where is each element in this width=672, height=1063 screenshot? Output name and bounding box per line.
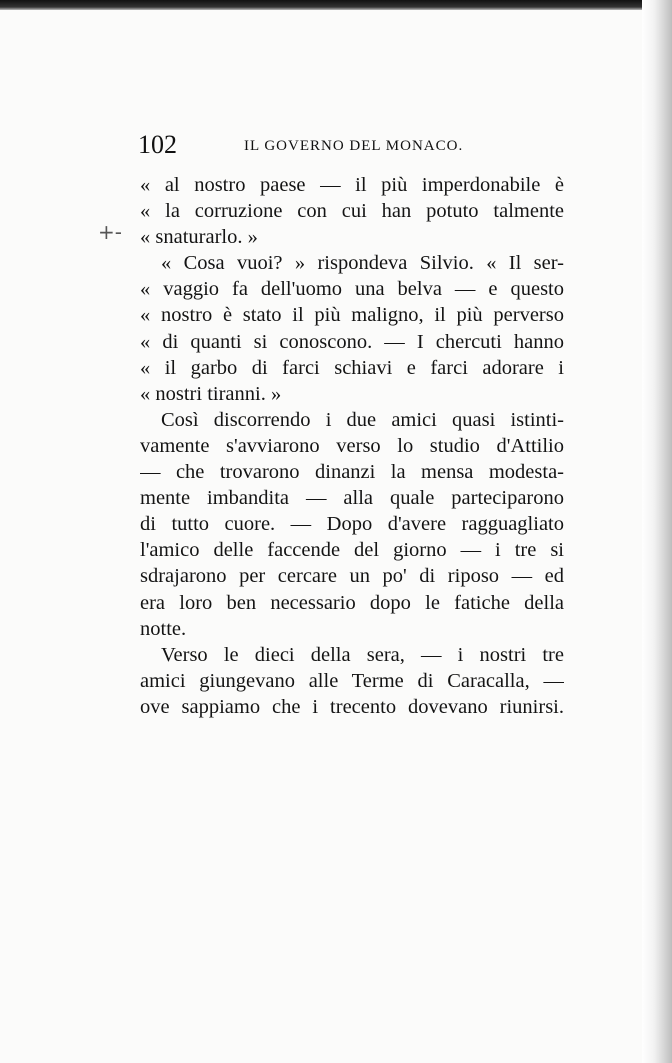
text-line: « nostro è stato il più maligno, il più perverso bbox=[140, 304, 564, 327]
text-line: « Cosa vuoi? » rispondeva Silvio. « Il ser- bbox=[161, 252, 564, 275]
page-header bbox=[138, 130, 464, 164]
text-line: ove sappiamo che i trecento dovevano riunirsi. bbox=[140, 695, 564, 718]
text-line: Verso le dieci della sera, — i nostri tre bbox=[161, 643, 564, 666]
text-line: Così discorrendo i due amici quasi istinti- bbox=[161, 408, 564, 431]
running-title: IL GOVERNO DEL MONACO. bbox=[244, 138, 464, 154]
margin-mark: +- bbox=[98, 220, 122, 244]
body-text bbox=[140, 172, 564, 720]
scan-top-edge bbox=[0, 0, 672, 10]
show-through-bleed bbox=[148, 734, 566, 761]
text-line: « di quanti si conoscono. — I chercuti hanno bbox=[140, 330, 564, 353]
text-line: — che trovarono dinanzi la mensa modesta- bbox=[140, 461, 564, 484]
text-line: notte. bbox=[140, 617, 187, 640]
page-number: 102 bbox=[138, 130, 177, 159]
text-line: « snaturarlo. » bbox=[140, 226, 258, 249]
text-line: amici giungevano alle Terme di Caracalla, — bbox=[140, 669, 564, 692]
text-line: sdrajarono per cercare un po' di riposo — ed bbox=[140, 565, 564, 588]
text-line: « vaggio fa dell'uomo una belva — e questo bbox=[140, 278, 564, 301]
text-line: di tutto cuore. — Dopo d'avere ragguagliato bbox=[140, 513, 564, 536]
text-line: vamente s'avviarono verso lo studio d'Attilio bbox=[140, 434, 564, 457]
scan-right-edge bbox=[642, 0, 672, 1063]
text-line: mente imbandita — alla quale parteciparono bbox=[140, 487, 564, 510]
text-line: « al nostro paese — il più imperdonabile è bbox=[140, 174, 564, 196]
text-line: « la corruzione con cui han potuto talmente bbox=[140, 200, 564, 223]
text-line: l'amico delle faccende del giorno — i tre si bbox=[140, 539, 564, 562]
text-line: era loro ben necessario dopo le fatiche della bbox=[140, 591, 564, 614]
text-line: « nostri tiranni. » bbox=[140, 382, 282, 405]
text-line: « il garbo di farci schiavi e farci adorare i bbox=[140, 356, 564, 379]
